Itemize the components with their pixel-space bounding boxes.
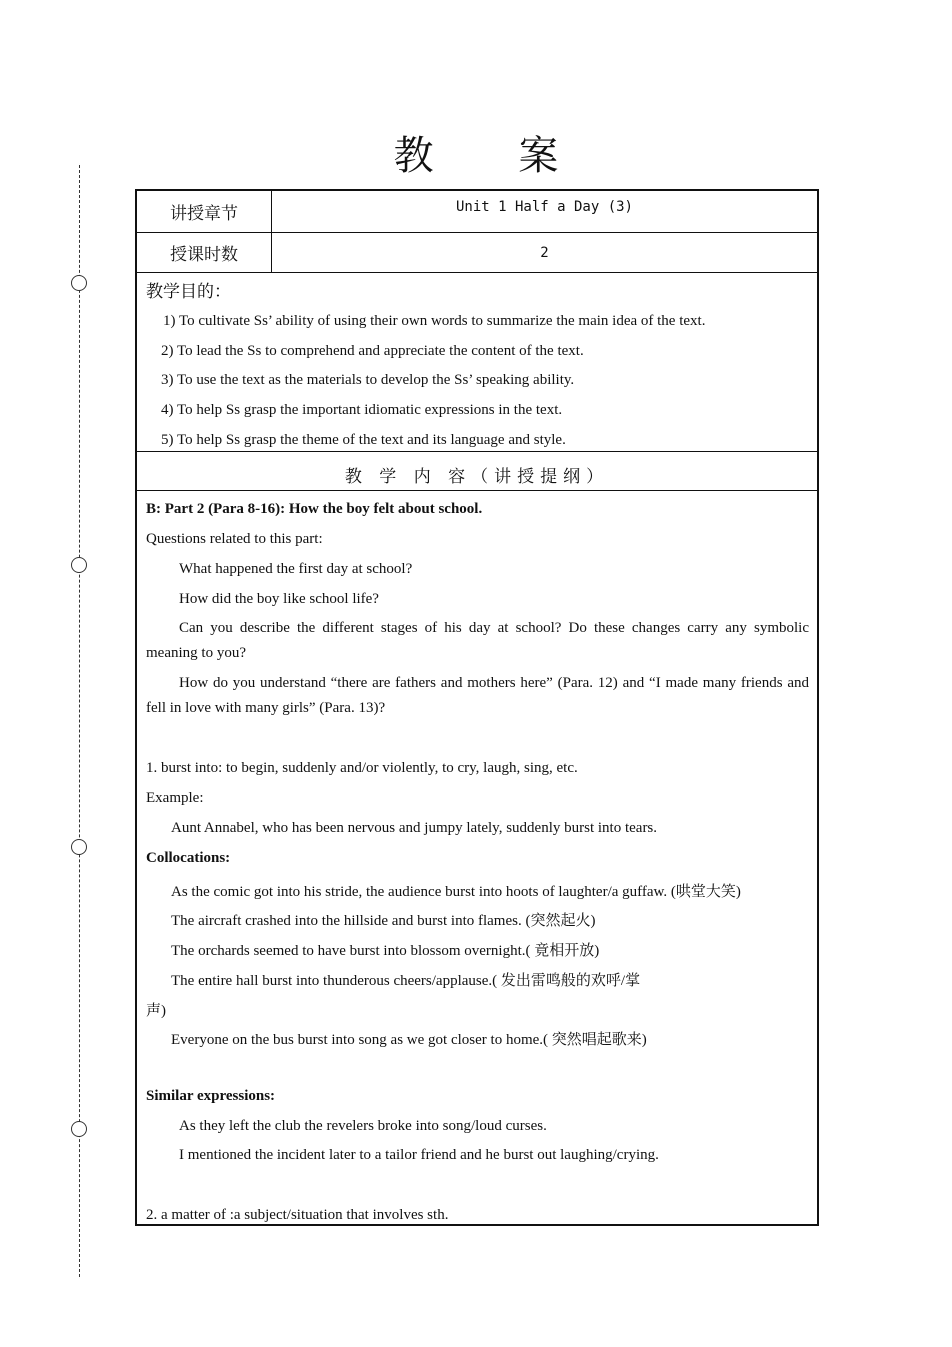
objective-item: 5) To help Ss grasp the theme of the text and its language and style. xyxy=(161,432,566,448)
chapter-label: 讲授章节 xyxy=(137,191,272,232)
binding-hole xyxy=(71,557,87,573)
similar-expression-item: I mentioned the incident later to a tailor friend and he burst out laughing/crying. xyxy=(179,1147,659,1163)
question-item: What happened the first day at school? xyxy=(179,561,413,577)
objective-item: 3) To use the text as the materials to develop the Ss’ speaking ability. xyxy=(161,372,575,388)
chapter-value: Unit 1 Half a Day (3) xyxy=(455,199,633,215)
binding-hole xyxy=(71,1121,87,1137)
page-title: 教 案 xyxy=(393,133,595,179)
question-item: Can you describe the different stages of his day at school? Do these changes carry any symbolic meaning to you? xyxy=(146,620,809,661)
divider xyxy=(137,490,817,491)
definition-2: 2. a matter of :a subject/situation that involves sth. xyxy=(146,1207,449,1223)
similar-expressions-label: Similar expressions: xyxy=(146,1088,276,1104)
collocations-label: Collocations: xyxy=(146,850,231,866)
binding-dashed-line xyxy=(79,165,80,1277)
collocation-item: The entire hall burst into thunderous cheers/applause.( 发出雷鸣般的欢呼/掌 xyxy=(171,973,641,989)
similar-expression-item: As they left the club the revelers broke into song/loud curses. xyxy=(179,1118,547,1134)
objective-item: 1) To cultivate Ss’ ability of using their own words to summarize the main idea of the text. xyxy=(163,313,706,329)
hours-label: 授课时数 xyxy=(137,232,272,272)
divider xyxy=(137,451,817,452)
chapter-row xyxy=(137,191,817,233)
collocation-item-continued: 声) xyxy=(146,1003,166,1019)
question-item: How did the boy like school life? xyxy=(179,591,379,607)
content-heading: 教 学 内 容（讲授提纲） xyxy=(344,467,610,487)
objective-item: 4) To help Ss grasp the important idiomatic expressions in the text. xyxy=(161,402,563,418)
objective-item: 2) To lead the Ss to comprehend and appreciate the content of the text. xyxy=(161,343,584,359)
questions-intro: Questions related to this part: xyxy=(146,531,323,547)
binding-hole xyxy=(71,839,87,855)
collocation-item: The aircraft crashed into the hillside and burst into flames. (突然起火) xyxy=(171,913,596,929)
collocation-item: The orchards seemed to have burst into blossom overnight.( 竟相开放) xyxy=(171,943,600,959)
objectives-label: 教学目的： xyxy=(146,282,231,302)
definition-1: 1. burst into: to begin, suddenly and/or violently, to cry, laugh, sing, etc. xyxy=(146,760,578,776)
hours-row xyxy=(137,232,817,273)
binding-hole xyxy=(71,275,87,291)
collocation-item: Everyone on the bus burst into song as we got closer to home.( 突然唱起歌来) xyxy=(171,1032,647,1048)
example-label: Example: xyxy=(146,790,204,806)
example-sentence: Aunt Annabel, who has been nervous and jumpy lately, suddenly burst into tears. xyxy=(171,820,658,836)
part-heading: B: Part 2 (Para 8-16): How the boy felt about school. xyxy=(146,501,483,517)
collocation-item: As the comic got into his stride, the audience burst into hoots of laughter/a guffaw. (哄堂大笑) xyxy=(171,884,741,900)
hours-value: 2 xyxy=(540,245,549,261)
lesson-plan-table xyxy=(135,189,819,1226)
question-item: How do you understand “there are fathers and mothers here” (Para. 12) and “I made many friends and fell in love with many girls” (Para. 13)? xyxy=(146,675,809,716)
